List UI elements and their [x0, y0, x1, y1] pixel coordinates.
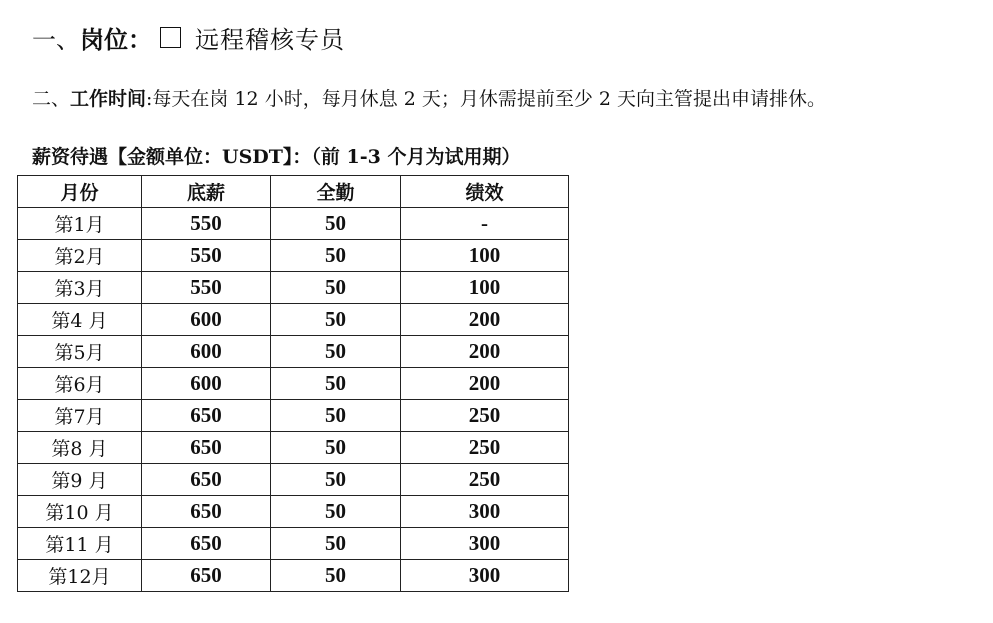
cell-performance: 200	[401, 304, 569, 336]
cell-base-pay: 650	[142, 400, 271, 432]
cell-month: 第2月	[18, 240, 142, 272]
position-checkbox[interactable]	[160, 27, 181, 48]
table-row	[18, 432, 569, 464]
position-label: 岗位：	[80, 24, 152, 54]
cell-month: 第4 月	[18, 304, 142, 336]
cell-base-pay: 650	[142, 432, 271, 464]
table-row	[18, 336, 569, 368]
cell-base-pay: 600	[142, 336, 271, 368]
cell-performance: 250	[401, 464, 569, 496]
work-time-number: 二、	[32, 88, 71, 110]
cell-attendance: 50	[271, 272, 401, 304]
work-time-label: 工作时间	[70, 88, 147, 110]
cell-base-pay: 650	[142, 528, 271, 560]
cell-base-pay: 650	[142, 464, 271, 496]
cell-base-pay: 600	[142, 368, 271, 400]
cell-attendance: 50	[271, 400, 401, 432]
cell-attendance: 50	[271, 432, 401, 464]
cell-month: 第11 月	[18, 528, 142, 560]
cell-base-pay: 550	[142, 208, 271, 240]
cell-month: 第10 月	[18, 496, 142, 528]
cell-month: 第5月	[18, 336, 142, 368]
work-time-line	[32, 84, 826, 114]
cell-base-pay: 650	[142, 560, 271, 592]
cell-attendance: 50	[271, 208, 401, 240]
table-row	[18, 560, 569, 592]
position-heading	[32, 19, 345, 55]
cell-performance: 250	[401, 400, 569, 432]
cell-month: 第3月	[18, 272, 142, 304]
table-row	[18, 400, 569, 432]
cell-month: 第6月	[18, 368, 142, 400]
cell-performance: 300	[401, 496, 569, 528]
cell-base-pay: 600	[142, 304, 271, 336]
header-month: 月份	[18, 176, 142, 208]
table-row	[18, 368, 569, 400]
work-time-text: :每天在岗 12 小时，每月休息 2 天；月休需提前至少 2 天向主管提出申请排休。	[146, 88, 827, 110]
cell-month: 第12月	[18, 560, 142, 592]
cell-performance: 100	[401, 272, 569, 304]
cell-attendance: 50	[271, 240, 401, 272]
cell-month: 第7月	[18, 400, 142, 432]
header-base-pay: 底薪	[142, 176, 271, 208]
cell-attendance: 50	[271, 368, 401, 400]
cell-performance: 250	[401, 432, 569, 464]
table-row	[18, 464, 569, 496]
header-performance: 绩效	[401, 176, 569, 208]
cell-performance: 300	[401, 528, 569, 560]
salary-header-row	[18, 176, 569, 208]
cell-attendance: 50	[271, 560, 401, 592]
table-row	[18, 528, 569, 560]
cell-attendance: 50	[271, 464, 401, 496]
cell-performance: 200	[401, 368, 569, 400]
header-attendance: 全勤	[271, 176, 401, 208]
position-role: 远程稽核专员	[195, 25, 345, 54]
cell-performance: 300	[401, 560, 569, 592]
salary-table	[17, 175, 569, 592]
table-row	[18, 272, 569, 304]
cell-attendance: 50	[271, 304, 401, 336]
table-row	[18, 240, 569, 272]
table-row	[18, 208, 569, 240]
cell-performance: 100	[401, 240, 569, 272]
position-number: 一、	[32, 25, 80, 54]
cell-attendance: 50	[271, 528, 401, 560]
table-row	[18, 496, 569, 528]
cell-attendance: 50	[271, 496, 401, 528]
cell-attendance: 50	[271, 336, 401, 368]
cell-month: 第9 月	[18, 464, 142, 496]
salary-table-body	[18, 208, 569, 592]
cell-performance: -	[401, 208, 569, 240]
cell-base-pay: 550	[142, 272, 271, 304]
cell-performance: 200	[401, 336, 569, 368]
cell-month: 第8 月	[18, 432, 142, 464]
cell-base-pay: 550	[142, 240, 271, 272]
salary-title: 薪资待遇【金额单位：USDT】：（前 1-3 个月为试用期）	[32, 146, 521, 168]
cell-base-pay: 650	[142, 496, 271, 528]
cell-month: 第1月	[18, 208, 142, 240]
table-row	[18, 304, 569, 336]
